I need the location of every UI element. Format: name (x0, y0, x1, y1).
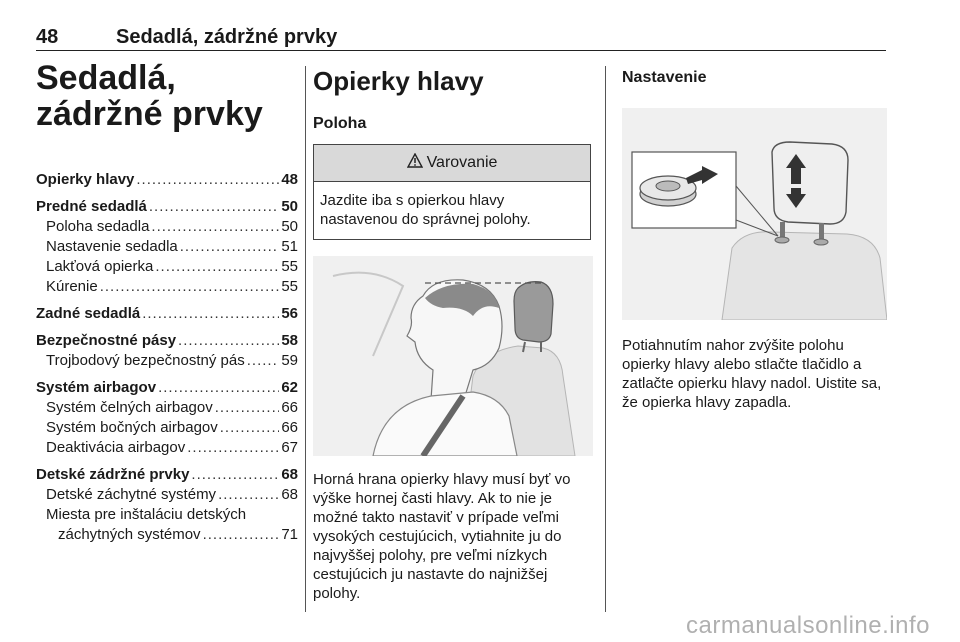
warning-header (314, 145, 590, 182)
toc-entry-continuation: Miesta pre inštaláciu detských (46, 506, 247, 523)
toc-leader-dots (187, 438, 279, 458)
toc-entry[interactable] (36, 170, 298, 190)
page-header (36, 22, 886, 51)
toc-entry-label: Lakťová opierka (46, 258, 154, 275)
column-divider-1 (305, 66, 306, 612)
toc-entry-page: 59 (281, 352, 298, 369)
toc-entry-page: 55 (281, 258, 298, 275)
toc-entry[interactable] (36, 438, 298, 458)
adjust-column (622, 60, 887, 412)
toc-entry-page: 55 (281, 278, 298, 295)
toc-leader-dots (178, 331, 279, 351)
warning-triangle-icon (407, 153, 423, 173)
chapter-title: Sedadlá, zádržné prvky (36, 59, 263, 133)
warning-box (313, 144, 591, 240)
toc-entry-page: 67 (281, 439, 298, 456)
toc-entry-page: 62 (281, 379, 298, 396)
toc-leader-dots (203, 525, 280, 545)
toc-entry[interactable] (36, 418, 298, 438)
toc-column (36, 60, 298, 545)
toc-entry-label: Deaktivácia airbagov (46, 439, 186, 456)
position-text: Horná hrana opierky hlavy musí byť vo výške hornej časti hlavy. Ak to nie je možné takto nastaviť v prípade veľmi vysokých cestujúcich, vytiahnite ju do najvyššej polohy, pre veľmi nízkych cestujúcich ju nastavte do najnižšej polohy. (313, 471, 571, 602)
toc-leader-dots (218, 485, 279, 505)
toc-entry-label: Trojbodový bezpečnostný pás (46, 352, 245, 369)
toc-entry-label: Zadné sedadlá (36, 305, 141, 322)
toc-entry-label: Systém airbagov (36, 379, 157, 396)
adjust-text: Potiahnutím nahor zvýšite polohu opierky hlavy alebo stlačte tlačidlo a zatlačte opierku hlavy nadol. Uistite sa, že opierka hlavy zapadla. (622, 337, 882, 411)
warning-title: Varovanie (426, 154, 498, 171)
toc-entry-label: Predné sedadlá (36, 198, 147, 215)
toc-leader-dots (215, 398, 280, 418)
toc-entry-page: 56 (281, 305, 298, 322)
toc-entry[interactable] (36, 257, 298, 277)
table-of-contents (36, 170, 298, 545)
toc-entry-label: Bezpečnostné pásy (36, 332, 177, 349)
toc-entry[interactable] (36, 398, 298, 418)
position-heading: Poloha (313, 115, 367, 132)
headrest-position-illustration (313, 256, 593, 456)
toc-entry[interactable] (36, 378, 298, 398)
toc-entry-page: 48 (281, 171, 298, 188)
toc-entry[interactable] (36, 465, 298, 485)
toc-entry-label: Systém čelných airbagov (46, 399, 213, 416)
toc-entry-page: 68 (281, 466, 298, 483)
toc-leader-dots (158, 378, 279, 398)
toc-entry-page: 68 (281, 486, 298, 503)
toc-entry[interactable] (36, 197, 298, 217)
toc-entry-label: Kúrenie (46, 278, 98, 295)
headrest-adjust-illustration (622, 108, 887, 320)
adjust-heading: Nastavenie (622, 69, 707, 86)
toc-leader-dots (151, 217, 279, 237)
toc-entry-label: Detské záchytné systémy (46, 486, 217, 503)
toc-entry[interactable] (36, 351, 298, 371)
page-number: 48 (36, 26, 59, 48)
toc-leader-dots (100, 277, 280, 297)
toc-entry[interactable] (36, 331, 298, 351)
toc-entry[interactable] (36, 304, 298, 324)
toc-entry-page: 71 (281, 526, 298, 543)
toc-entry[interactable] (36, 217, 298, 237)
toc-leader-dots (142, 304, 279, 324)
toc-entry[interactable] (36, 237, 298, 257)
warning-text: Jazdite iba s opierkou hlavy nastavenou do správnej polohy. (320, 192, 531, 228)
toc-entry-page: 51 (281, 238, 298, 255)
toc-entry-page: 66 (281, 399, 298, 416)
toc-leader-dots (191, 465, 279, 485)
toc-leader-dots (180, 237, 280, 257)
toc-entry-label: záchytných systémov (58, 526, 201, 543)
section-title: Opierky hlavy (313, 66, 484, 96)
watermark: carmanualsonline.info (686, 612, 930, 639)
toc-entry[interactable] (36, 525, 298, 545)
toc-entry-page: 50 (281, 198, 298, 215)
toc-entry-page: 50 (281, 218, 298, 235)
toc-leader-dots (220, 418, 280, 438)
toc-entry-label: Systém bočných airbagov (46, 419, 218, 436)
column-divider-2 (605, 66, 606, 612)
running-title: Sedadlá, zádržné prvky (116, 26, 338, 48)
toc-entry-page: 58 (281, 332, 298, 349)
toc-leader-dots (149, 197, 279, 217)
toc-entry-page: 66 (281, 419, 298, 436)
toc-leader-dots (136, 170, 279, 190)
toc-entry-label: Poloha sedadla (46, 218, 150, 235)
toc-entry[interactable] (36, 277, 298, 297)
toc-entry-label: Opierky hlavy (36, 171, 135, 188)
toc-leader-dots (247, 351, 280, 371)
toc-entry-label: Detské zádržné prvky (36, 466, 190, 483)
toc-leader-dots (155, 257, 279, 277)
toc-entry[interactable] (36, 485, 298, 505)
position-column (313, 60, 593, 603)
toc-entry-label: Nastavenie sedadla (46, 238, 178, 255)
